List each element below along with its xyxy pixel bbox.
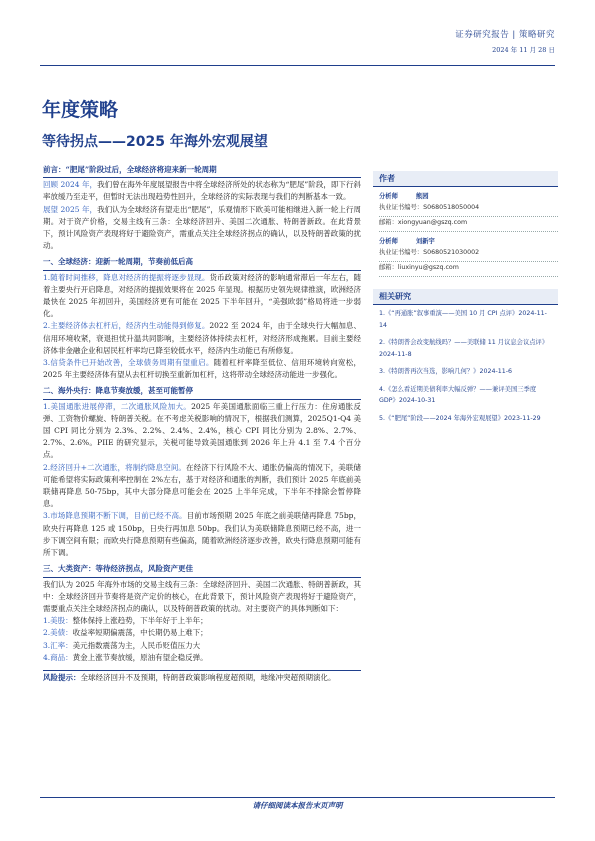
analyst-1 [373, 191, 558, 202]
asset-item-commodities [43, 652, 361, 664]
asset-item-stocks-lead: 1.美股： [43, 616, 73, 626]
section2-item-1-lead: 1.美国通胀进展停滞，二次通胀风险加大。 [43, 401, 192, 411]
section2-item-2-body: 在经济下行风险不大、通胀仍偏高的情况下，美联储可能希望将实际政策利率控制在 2%左右，基于对经济和通胀的判断，我们预计 2025 年底前美联储再降息 50-75bp，其中大部分降息可能会在 2025 上半年完成，下半年不排除会暂停降息。 [43, 462, 361, 509]
asset-item-fx-body: 美元指数震荡为主，人民币贬值压力大 [72, 640, 201, 650]
section2-item-3 [43, 510, 361, 559]
intro-lead-2: 展望 2025 年， [43, 204, 98, 214]
section3-divider [43, 577, 361, 578]
analyst-2-name: 刘新宇 [415, 238, 435, 245]
section1-item-2-lead: 2.主要经济体去杠杆后，经济内生动能得到修复。 [43, 321, 210, 331]
asset-item-bonds [43, 627, 361, 639]
intro-paragraph-2 [43, 204, 361, 253]
intro-body-1: 我们曾在海外年度展望报告中将全球经济所处的状态称为“肥尾”阶段，即下行斜率放缓乃至走平，但暂时无法出现趋势性回升，全球经济的实际表现与我们的判断基本一致。 [43, 180, 361, 202]
intro-body-2: 我们认为全球经济有望走出“肥尾”，乐观情形下欧美可能相继进入新一轮上行周期。对于资产价格，交易主线有三条：全球经济回升、美国二次通胀、特朗普新政。在此背景下，预计风险资产表现将好于避险资产，需重点关注全球经济拐点的确认，以及特朗普政策的扰动。 [43, 204, 361, 251]
asset-item-bonds-body: 收益率短期偏震荡，中长期仍易上难下； [72, 628, 208, 638]
asset-item-commodities-lead: 4.商品： [43, 652, 73, 662]
section2-heading: 二、海外央行：降息节奏放缓，甚至可能暂停 [43, 386, 193, 396]
risk-warning [43, 672, 361, 684]
analyst-1-label: 分析师 [379, 193, 398, 200]
analyst-2-email-separator [379, 276, 558, 277]
analyst-2-cert: 执业证书编号：S0680521030002 [379, 249, 480, 256]
asset-item-stocks-body: 整体保持上涨趋势，下半年好于上半年； [72, 616, 208, 626]
analyst-1-name: 熊园 [415, 193, 429, 200]
intro-lead-1: 回顾 2024 年， [43, 180, 98, 190]
analyst-2-label: 分析师 [379, 238, 398, 245]
section2-item-1 [43, 401, 361, 462]
related-list [373, 305, 558, 424]
section1-item-1-body: 货币政策对经济的影响通常滞后一年左右，随着主要央行开启降息，对经济的提振效果将在 2025 年显现。根据历史领先规律推演，欧洲经济最快在 2025 年初回升，美国经济更有可能在 2025 下半年回升，“美强欧弱”格局将进一步弱化。 [43, 272, 362, 319]
asset-item-fx [43, 640, 361, 652]
page-subtitle: 等待拐点——2025 年海外宏观展望 [42, 134, 268, 150]
asset-item-commodities-body: 黄金上涨节奏放缓，原油有望企稳反弹。 [72, 652, 208, 662]
analyst-1-email[interactable]: 邮箱：xiongyuan@gszq.com [379, 219, 468, 226]
footer-divider [40, 797, 555, 798]
related-item[interactable]: 2.《特朗普会改变航线吗？——美联储 11 月议息会议点评》2024-11-8 [379, 339, 549, 358]
section1-item-1-lead: 1.随着时间推移，降息对经济的提振将逐步显现。 [43, 272, 210, 282]
section1-item-3-body: 随着杠杆率降至低位、信用环境转向宽松，2025 年主要经济体有望从去杠杆切换至重新加杠杆，这将带动全球经济动能进一步强化。 [43, 358, 362, 380]
main-body [43, 164, 361, 684]
related-item[interactable]: 4.《怎么看近期美债利率大幅反弹？——兼评美国三季度 GDP》2024-10-31 [379, 385, 537, 404]
intro-heading: 前言：“肥尾”阶段过后，全球经济将迎来新一轮周期 [43, 165, 217, 174]
section2-divider [43, 399, 361, 400]
related-item[interactable]: 5.《“肥尾”阶段——2024 年海外宏观展望》2023-11-29 [379, 414, 541, 422]
section2-item-2 [43, 462, 361, 511]
report-header [455, 28, 555, 54]
related-item[interactable]: 1.《“再通胀”叙事重演——美国 10 月 CPI 点评》2024-11-14 [379, 310, 547, 329]
section1-divider [43, 270, 361, 271]
section1-item-3-lead: 3.信贷条件已开始改善，全球债务周期有望重启。 [43, 358, 214, 368]
section2-item-3-body: 目前市场预期 2025 年底之前美联储再降息 75bp，欧央行再降息 125 或 150bp，日央行再加息 50bp。我们认为美联储降息预期已经不高，进一步下调空间有限；而欧央行降息预期有些偏高，随着欧洲经济逐步改善，欧央行降息预期可能有所下调。 [43, 511, 361, 558]
asset-item-bonds-lead: 2.美债： [43, 628, 73, 638]
risk-lead: 风险提示： [43, 672, 81, 682]
section2-item-3-lead: 3.市场降息预期不断下调，目前已经不高。 [43, 511, 187, 521]
analyst-1-cert: 执业证书编号：S0680518050004 [379, 204, 480, 211]
intro-paragraph-1 [43, 179, 361, 203]
asset-item-fx-lead: 3.汇率： [43, 640, 73, 650]
footer-disclaimer: 请仔细阅读本报告末页声明 [252, 801, 343, 810]
intro-divider [43, 177, 361, 178]
section2-item-1-body: 2025 年美国通胀面临三重上行压力：住房通胀反弹、工资物价螺旋、特朗普关税。在不考虑关税影响的情况下，根据我们测算，2025Q1-Q4 美国 CPI 同比分别为 2.3%、2.2%、2.4%、2.4%，核心 CPI 同比分别为 2.8%、2.7%、2.7%、2.6%。PIIE 的研究显示，关税可能导致美国通胀到 2026 年上升 4.1 至 7.4 个百分点。 [43, 401, 361, 460]
section1-item-1 [43, 272, 361, 321]
section1-item-2 [43, 320, 361, 357]
header-divider [40, 65, 555, 66]
authors-title: 作者 [373, 171, 558, 187]
report-type: 证券研究报告 | 策略研究 [455, 30, 555, 40]
sidebar [373, 171, 558, 430]
analyst-2-email[interactable]: 邮箱：liuxinyu@gszq.com [379, 264, 459, 271]
asset-item-stocks [43, 615, 361, 627]
related-item[interactable]: 3.《特朗普再次当选，影响几何？》2024-11-6 [379, 368, 513, 375]
related-title: 相关研究 [373, 289, 558, 305]
risk-divider [43, 670, 361, 671]
section1-heading: 一、全球经济：迎新一轮周期，节奏前低后高 [43, 257, 193, 267]
analyst-2 [373, 236, 558, 247]
page-title: 年度策略 [42, 99, 119, 121]
analyst-1-email-separator [379, 231, 558, 232]
section2-item-2-lead: 2.经济回升+二次通胀，将制约降息空间。 [43, 462, 187, 472]
report-date: 2024 年 11 月 28 日 [492, 46, 555, 54]
section1-item-2-body: 2022 至 2024 年，由于全球央行大幅加息、信用环境收紧，衰退担忧升温共同影响，主要经济体持续去杠杆，对经济形成拖累。目前主要经济体非金融企业和居民杠杆率均已降至较低水平，经济内生动能已有所修复。 [43, 321, 362, 355]
section3-body: 我们认为 2025 年海外市场的交易主线有三条：全球经济回升、美国二次通胀、特朗普新政，其中：全球经济回升节奏将是资产定价的核心，在此背景下，预计风险资产表现将好于避险资产，需要重点关注全球经济拐点的确认，以及特朗普政策的扰动。对主要资产的具体判断如下： [43, 579, 361, 613]
risk-body: 全球经济回升不及预期，特朗普政策影响程度超预期，地缘冲突超预期演化。 [80, 672, 336, 682]
section3-heading: 三、大类资产：等待经济拐点，风险资产更佳 [43, 564, 193, 574]
section1-item-3 [43, 357, 361, 381]
